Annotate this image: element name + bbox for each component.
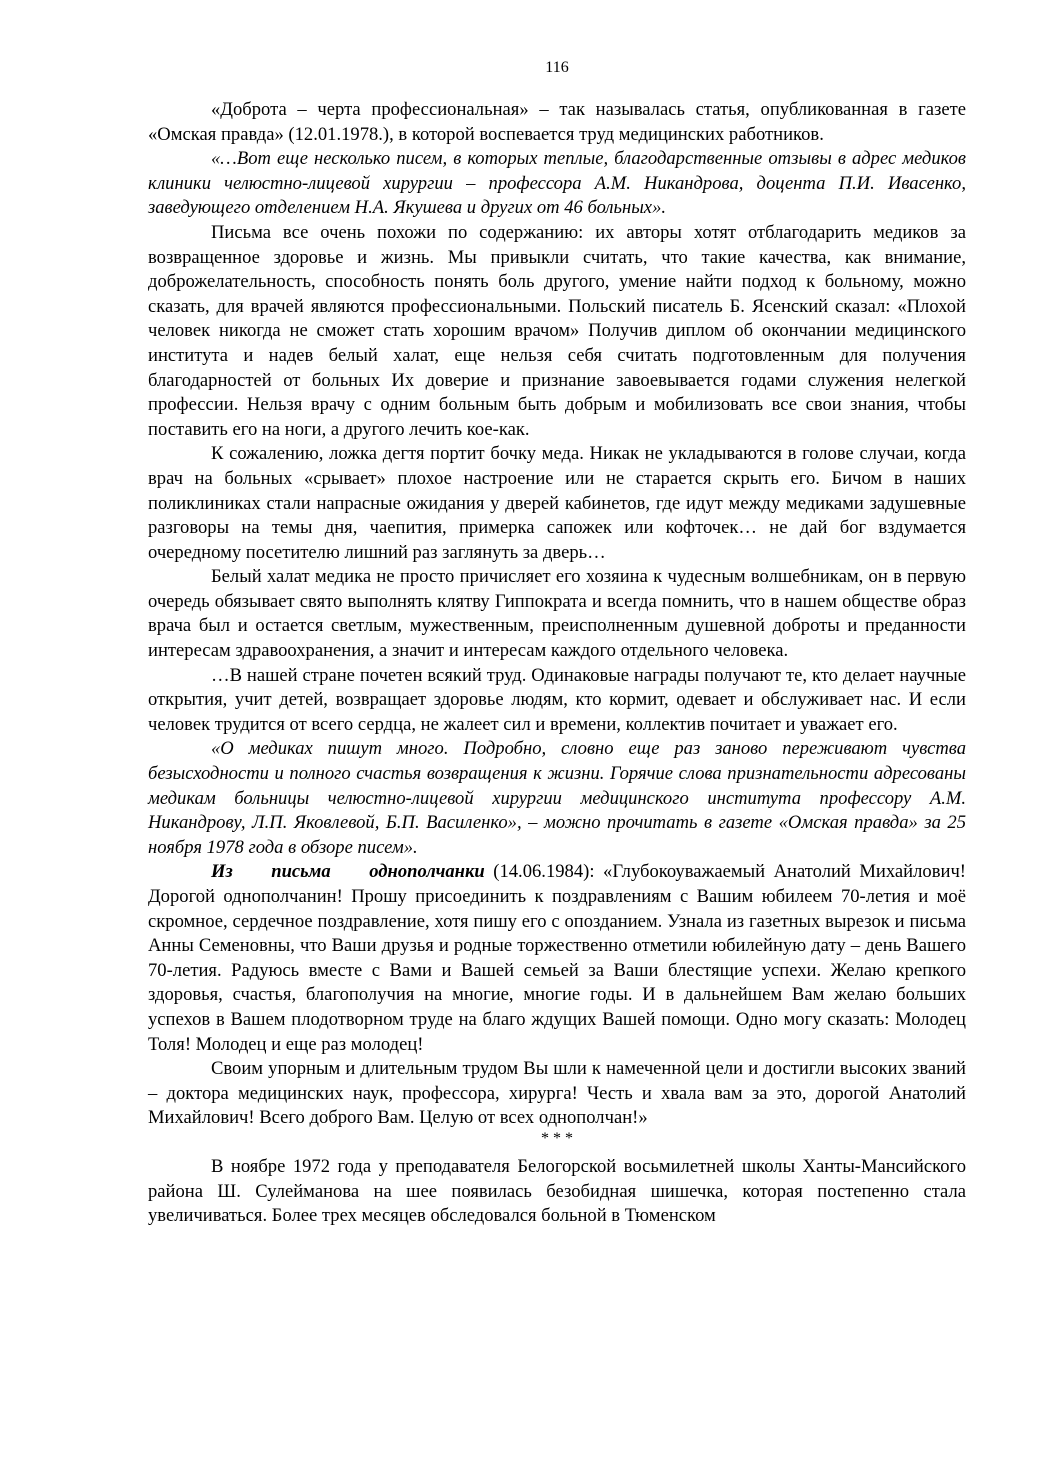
paragraph-article-intro: «Доброта – черта профессиональная» – так называлась статья, опубликованная в газете «Омская правда» (12.01.1978.), в которой воспевается труд медицинских работников. [148,99,966,145]
page-number: 116 [545,59,569,76]
paragraph-november-1972: В ноябре 1972 года у преподавателя Белогорской восьмилетней школы Ханты-Мансийского района Ш. Сулейманова на шее появилась безобидная шишечка, которая постепенно стала увеличиваться. Более трех месяцев обследовался больной в Тюменском [148,1155,966,1227]
paragraph-quote-letters: «…Вот еще несколько писем, в которых теплые, благодарственные отзывы в адрес медиков клиники челюстно-лицевой хирургии – профессора А.М. Никандрова, доцента П.И. Ивасенко, заведующего отделением Н.А. Якушева и других от 46 больных». [148,148,966,219]
paragraph-white-coat: Белый халат медика не просто причисляет его хозяина к чудесным волшебникам, он в первую очередь обязывает свято выполнять клятву Гиппократа и всегда помнить, что в нашем обществе образ врача был и остается светлым, мужественным, преисполненным душевной доброты и преданности интересам здравоохранения, а значит и интересам каждого отдельного человека. [148,566,966,662]
paragraph-all-labor-honored: …В нашей стране почетен всякий труд. Одинаковые награды получают те, кто делает научные открытия, учит детей, возвращает здоровье людям, кто кормит, одевает и обслуживает нас. И если человек трудится от всего сердца, не жалеет сил и времени, коллектив почитает и уважает его. [148,664,966,735]
paragraph-quote-many-write: «О медиках пишут много. Подробно, словно еще раз заново переживают чувства безысходности и полного счастья возвращения к жизни. Горячие слова признательности адресованы медикам больницы челюстно-лицевой хирургии медицинского института профессору А.М. Никандрову, Л.П. Яковлевой, Б.П. Василенко», – можно прочитать в газете «Омская правда» за 25 ноября 1978 года в обзоре писем». [148,738,966,858]
paragraph-fly-in-ointment: К сожалению, ложка дегтя портит бочку меда. Никак не укладываются в голове случаи, когда врач на больных «срывает» плохое настроение или не старается скрыть его. Бичом в наших поликлиниках стали напрасные ожидания у дверей кабинетов, где идут между медиками задушевные разговоры на темы дня, чаепития, примерка сапожек или кофточек… не дай бог вздумается очередному посетителю лишний раз заглянуть за дверь… [148,443,966,563]
paragraph-letters-similar: Письма все очень похожи по содержанию: их авторы хотят отблагодарить медиков за возвращенное здоровье и жизнь. Мы привыкли считать, что такие качества, как внимание, доброжелательность, способность понять боль другого, умение найти подход к больному, можно сказать, для врачей являются профессиональными. Польский писатель Б. Ясенский сказал: «Плохой человек никогда не сможет стать хорошим врачом» Получив диплом об окончании медицинского института и надев белый халат, еще нельзя себя считать подготовленным для получения благодарностей от больных Их доверие и признание завоевывается годами служения нелегкой профессии. Нельзя врачу с одним больным быть добрым и мобилизовать все свои знания, чтобы поставить его на ноги, а другого лечить кое-как. [148,221,966,440]
document-page [148,58,966,1229]
letter-text: (14.06.1984): «Глубокоуважаемый Анатолий Михайлович! Дорогой однополчанин! Прошу присоединить к поздравлениям с Вашим юбилеем 70-летия и моё скромное, сердечное поздравление, хотя пишу его с опозданием. Узнала из газетных вырезок и письма Анны Семеновны, что Ваши друзья и родные торжественно отметили юбилейную дату – день Вашего 70-летия. Радуюсь вместе с Вами и Вашей семьей за Ваши блестящие успехи. Желаю крепкого здоровья, счастья, благополучия на многие, многие годы. И в дальнейшем Вам желаю больших успехов в Вашем плодотворном труде на благо ждущих Вашей помощи. Одно могу сказать: Молодец Толя! Молодец и еще раз молодец! [148,861,966,1055]
paragraph-letter-from-comrade [148,860,966,1057]
paragraph-letter-closing: Своим упорным и длительным трудом Вы шли к намеченной цели и достигли высоких званий – доктора медицинских наук, профессора, хирурга! Честь и хвала вам за это, дорогой Анатолий Михайлович! Всего доброго Вам. Целую от всех однополчан!» [148,1058,966,1129]
section-separator: * * * [541,1129,573,1147]
letter-heading: Из письма однополчанки [211,861,485,883]
